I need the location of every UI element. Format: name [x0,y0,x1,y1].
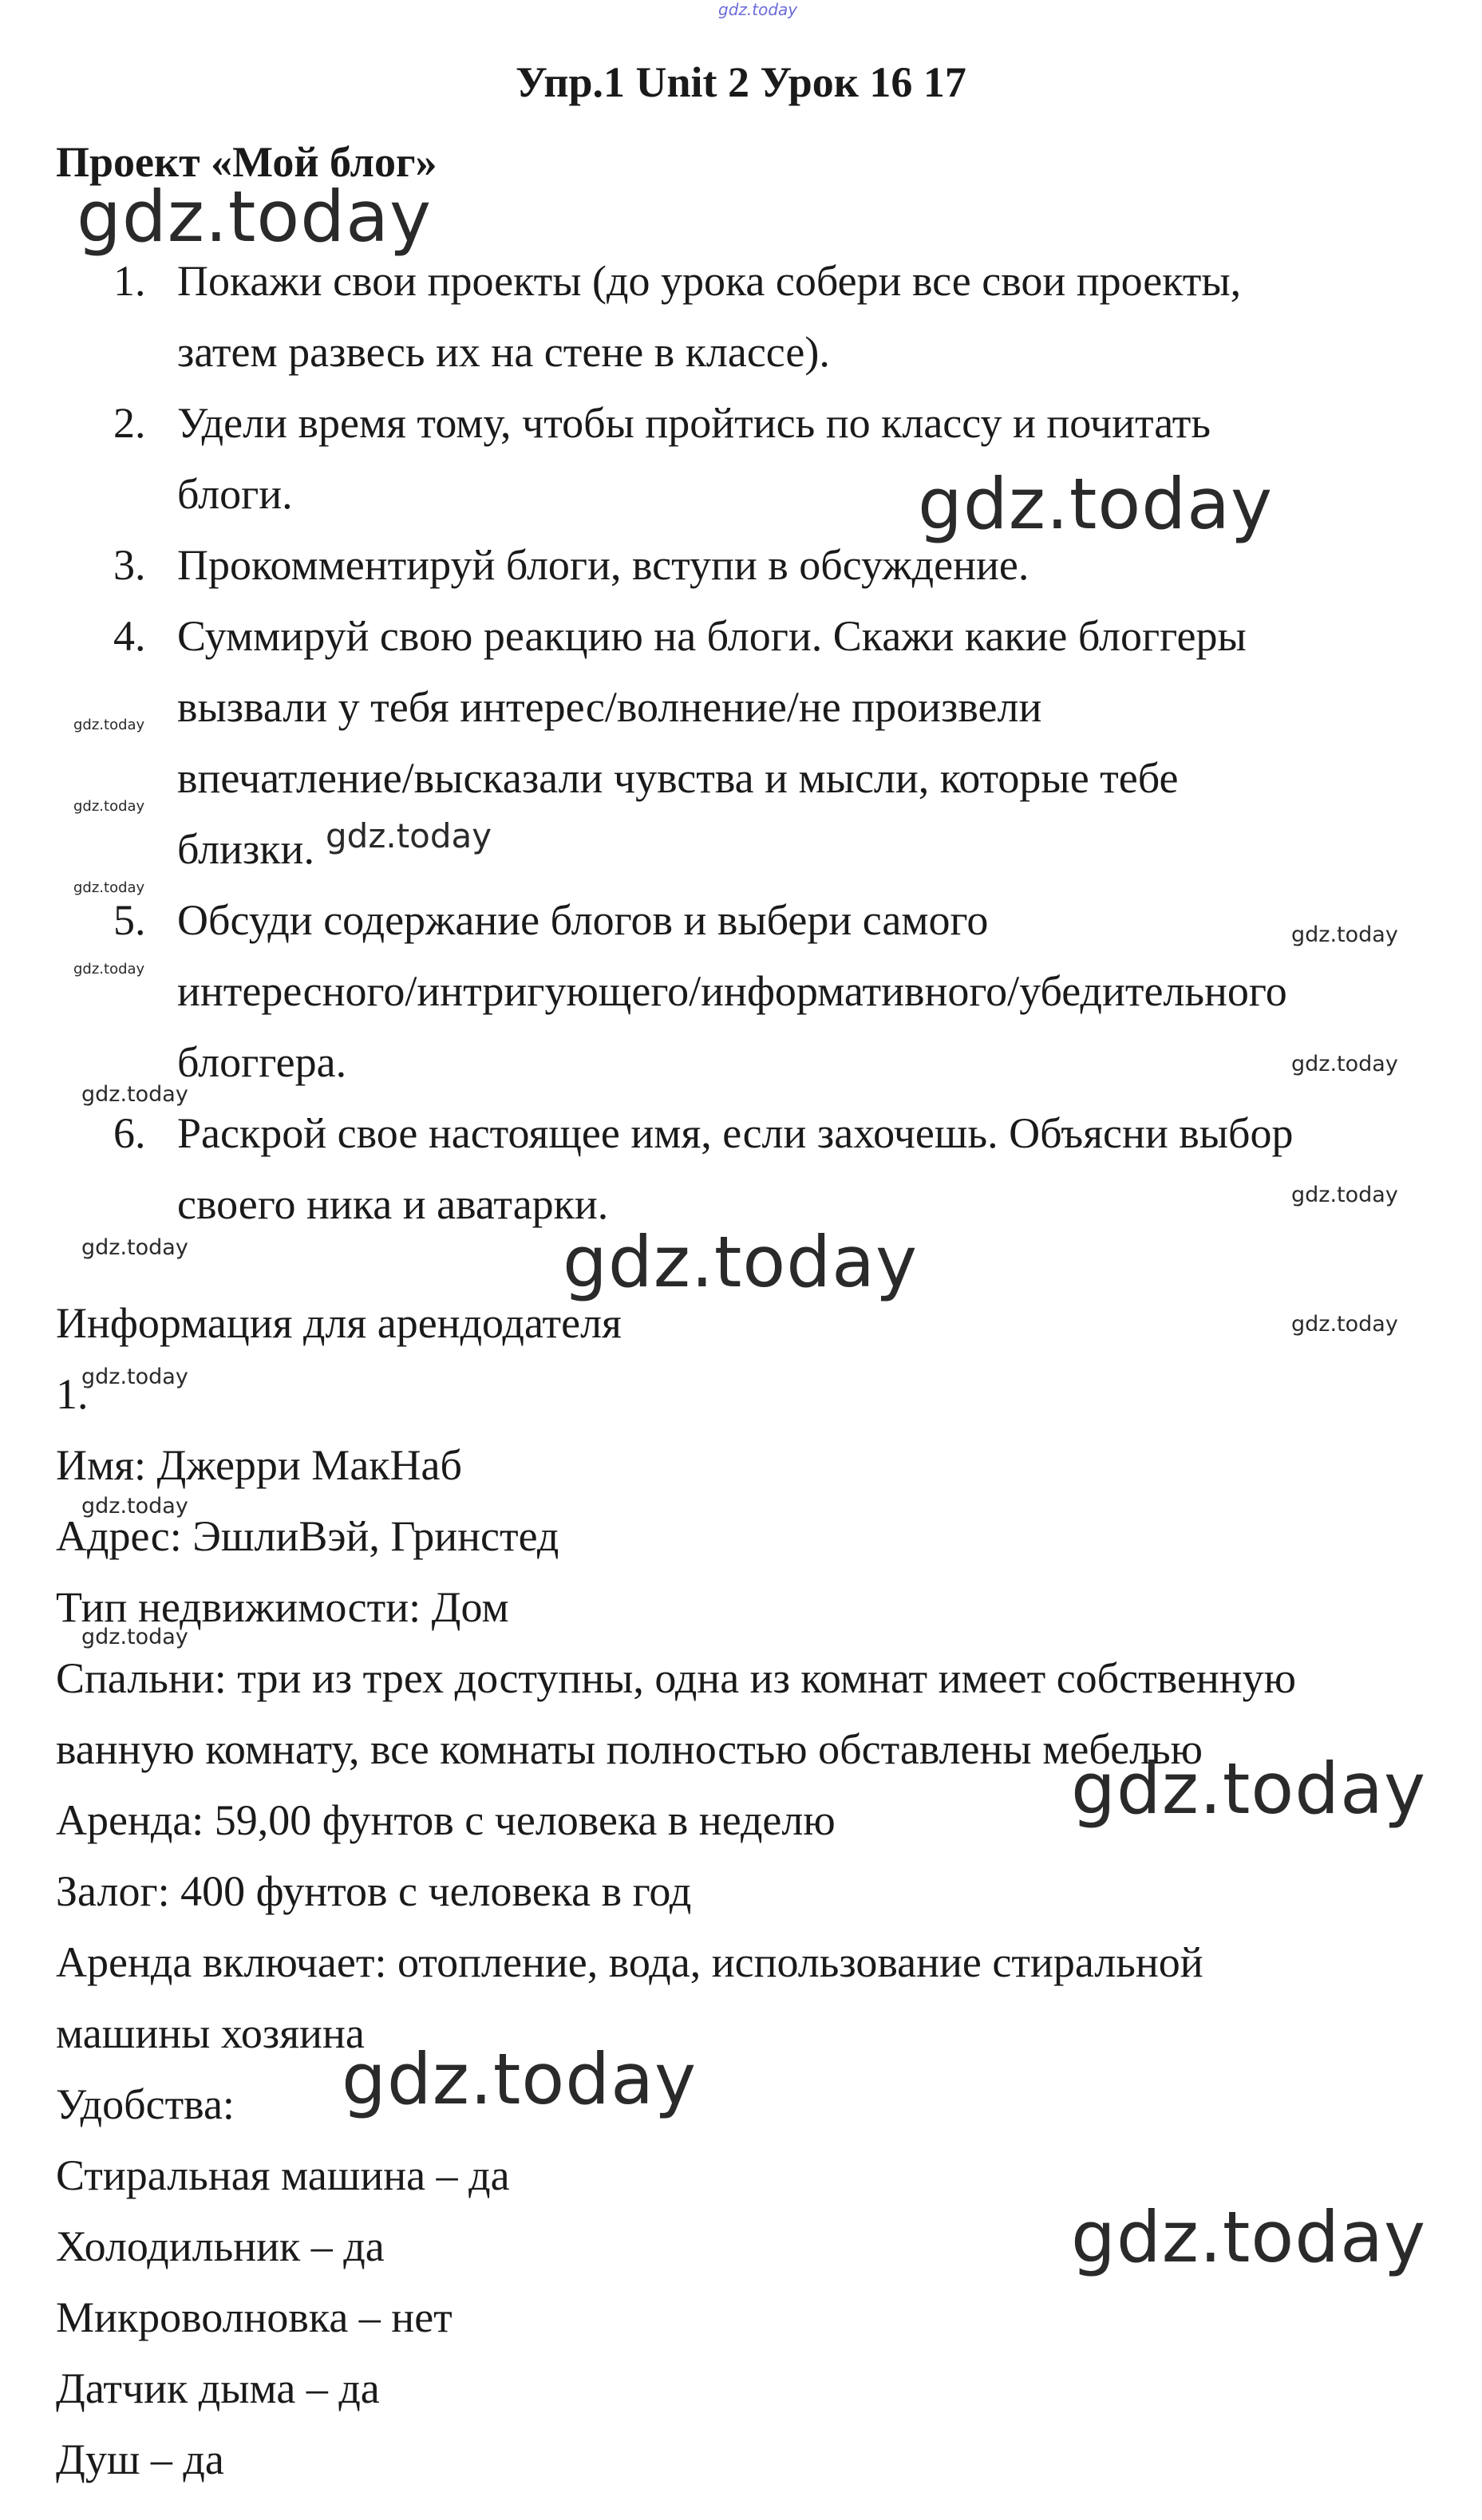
list-item-number: 2. [113,399,146,447]
watermark: gdz.today [81,1494,188,1519]
page-title: Упр.1 Unit 2 Урок 16 17 [516,58,966,106]
watermark: gdz.today [1071,2196,1427,2278]
list-item [0,1098,1482,1240]
list-item-number: 3. [113,541,146,589]
list-item-text: Обсуди содержание блогов и выбери самого интересного/интригующего/информативного/убедительного блоггера. [177,896,1287,1086]
info-bedrooms: Спальни: три из трех доступны, одна из комнат имеет собственную ванную комнату, все комнаты полностью обставлены мебелью [56,1654,1297,1773]
list-item-number: 1. [113,257,146,305]
watermark: gdz.today [81,1365,188,1389]
watermark: gdz.today [81,1235,188,1260]
task-list [0,246,1482,1240]
watermark: gdz.today [77,176,433,258]
info-property-type: Тип недвижимости: Дом [56,1583,509,1631]
watermark: gdz.today [918,463,1274,545]
info-amenity-microwave: Микроволновка – нет [56,2293,453,2341]
watermark: gdz.today [326,816,492,855]
info-amenity-shower: Душ – да [56,2435,224,2483]
info-amenity-washing-machine: Стиральная машина – да [56,2151,510,2199]
info-rent: Аренда: 59,00 фунтов с человека в неделю [56,1796,836,1844]
list-item-text: Удели время тому, чтобы пройтись по классу и почитать блоги. [177,399,1211,518]
watermark: gdz.today [342,2038,698,2120]
info-heading: Информация для арендодателя [56,1299,622,1347]
info-amenities-heading: Удобства: [56,2080,235,2128]
project-subtitle: Проект «Мой блог» [56,138,437,186]
list-item [0,246,1482,388]
list-item-text: Покажи свои проекты (до урока собери все свои проекты, затем развесь их на стене в классе). [177,257,1242,376]
watermark: gdz.today [81,1625,188,1649]
watermark: gdz.today [73,961,145,978]
list-item-number: 4. [113,612,146,660]
info-number: 1. [56,1370,89,1418]
list-item [0,885,1482,1098]
landlord-info [56,1288,1460,2495]
watermark: gdz.today [73,798,145,815]
watermark: gdz.today [73,879,145,896]
watermark: gdz.today [718,0,798,19]
info-rent-includes: Аренда включает: отопление, вода, использование стиральной машины хозяина [56,1938,1203,2057]
watermark: gdz.today [81,1082,188,1107]
watermark: gdz.today [1291,1052,1398,1076]
list-item-text: Суммируй свою реакцию на блоги. Скажи какие блоггеры вызвали у тебя интерес/волнение/не произвели впечатление/высказали чувства и мысли, которые тебе близки. [177,612,1247,873]
info-amenity-fridge: Холодильник – да [56,2222,385,2270]
info-amenity-smoke-detector: Датчик дыма – да [56,2364,380,2412]
info-deposit: Залог: 400 фунтов с человека в год [56,1867,692,1915]
list-item [0,601,1482,885]
watermark: gdz.today [1291,1312,1398,1337]
info-address: Адрес: ЭшлиВэй, Гринстед [56,1512,559,1560]
list-item-number: 6. [113,1109,146,1157]
list-item-text: Раскрой свое настоящее имя, если захочешь. Объясни выбор своего ника и аватарки. [177,1109,1294,1228]
info-name: Имя: Джерри МакНаб [56,1441,462,1489]
watermark: gdz.today [563,1221,919,1303]
list-item-text: Прокомментируй блоги, вступи в обсуждение. [177,541,1029,589]
watermark: gdz.today [1291,1183,1398,1207]
watermark: gdz.today [1291,922,1398,947]
watermark: gdz.today [73,717,145,733]
watermark: gdz.today [1071,1748,1427,1830]
list-item-number: 5. [113,896,146,944]
